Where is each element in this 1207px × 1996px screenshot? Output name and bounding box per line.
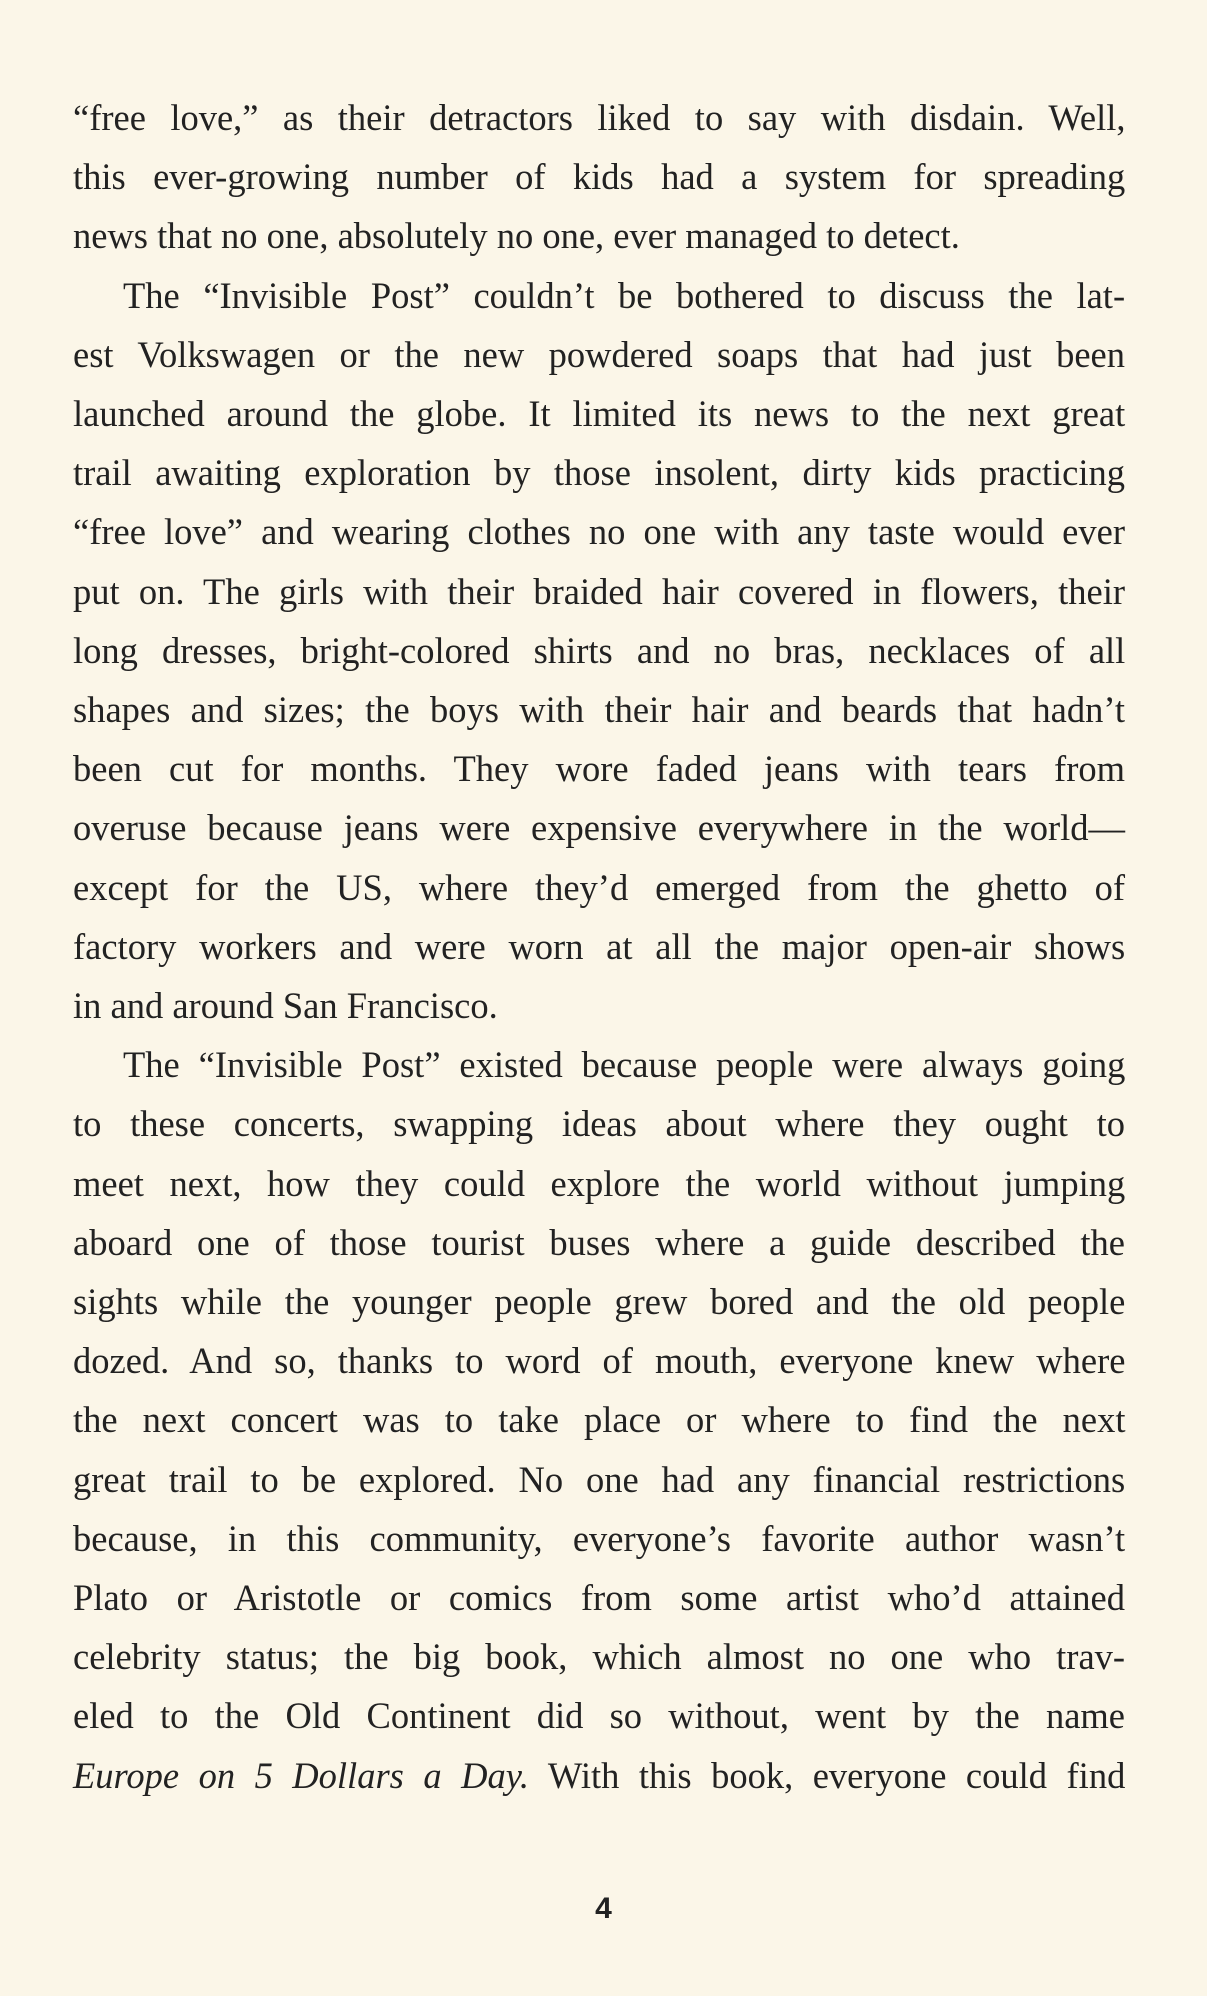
text-line: celebrity status; the big book, which almost no one who trav-: [73, 1636, 1126, 1678]
text-line: this ever-growing number of kids had a system for spreading: [73, 156, 1126, 198]
text-line: to these concerts, swapping ideas about where they ought to: [73, 1103, 1125, 1145]
text-line: shapes and sizes; the boys with their hair and beards that hadn’t: [73, 689, 1125, 731]
paragraph-3: [73, 1035, 1125, 1805]
text-line: great trail to be explored. No one had any financial restrictions: [73, 1458, 1126, 1500]
text-line: meet next, how they could explore the world without jumping: [73, 1162, 1126, 1204]
text-line: aboard one of those tourist buses where a guide described the: [73, 1221, 1125, 1263]
text-line: because, in this community, everyone’s favorite author wasn’t: [73, 1517, 1126, 1559]
text-line: trail awaiting exploration by those insolent, dirty kids practicing: [73, 452, 1125, 494]
text-line: overuse because jeans were expensive everywhere in the world—: [73, 807, 1125, 849]
paragraph-1: [73, 88, 1125, 266]
text-line: “free love,” as their detractors liked to say with disdain. Well,: [73, 97, 1126, 138]
text-line: factory workers and were worn at all the major open-air shows: [73, 925, 1126, 967]
text-line: in and around San Francisco.: [73, 985, 498, 1027]
page-number: 4: [595, 1892, 612, 1925]
text-line: “free love” and wearing clothes no one with any taste would ever: [73, 511, 1125, 553]
text-line: sights while the younger people grew bored and the old people: [73, 1281, 1126, 1323]
text-line: launched around the globe. It limited its news to the next great: [73, 393, 1126, 435]
text-line: put on. The girls with their braided hair covered in flowers, their: [73, 570, 1125, 612]
text-line: been cut for months. They wore faded jeans with tears from: [73, 748, 1126, 790]
text-line: long dresses, bright-colored shirts and no bras, necklaces of all: [73, 629, 1126, 671]
text-line: eled to the Old Continent did so without, went by the name: [73, 1695, 1125, 1737]
text-line: the next concert was to take place or where to find the next: [73, 1399, 1126, 1441]
text-line-rest: With this book, everyone could find: [529, 1754, 1126, 1796]
text-line: est Volkswagen or the new powdered soaps that had just been: [73, 333, 1125, 375]
text-line: Plato or Aristotle or comics from some artist who’d attained: [73, 1577, 1125, 1619]
text-line-final: [73, 1746, 1125, 1805]
text-line: dozed. And so, thanks to word of mouth, everyone knew where: [73, 1340, 1126, 1382]
book-title: Europe on 5 Dollars a Day.: [73, 1754, 530, 1796]
body-text: [73, 88, 1125, 1805]
text-line: The “Invisible Post” existed because people were always going: [123, 1044, 1126, 1086]
text-line: The “Invisible Post” couldn’t be bothered to discuss the lat-: [123, 274, 1126, 316]
text-line: news that no one, absolutely no one, ever managed to detect.: [73, 215, 960, 257]
text-line: except for the US, where they’d emerged from the ghetto of: [73, 866, 1126, 908]
paragraph-2: [73, 266, 1125, 1036]
